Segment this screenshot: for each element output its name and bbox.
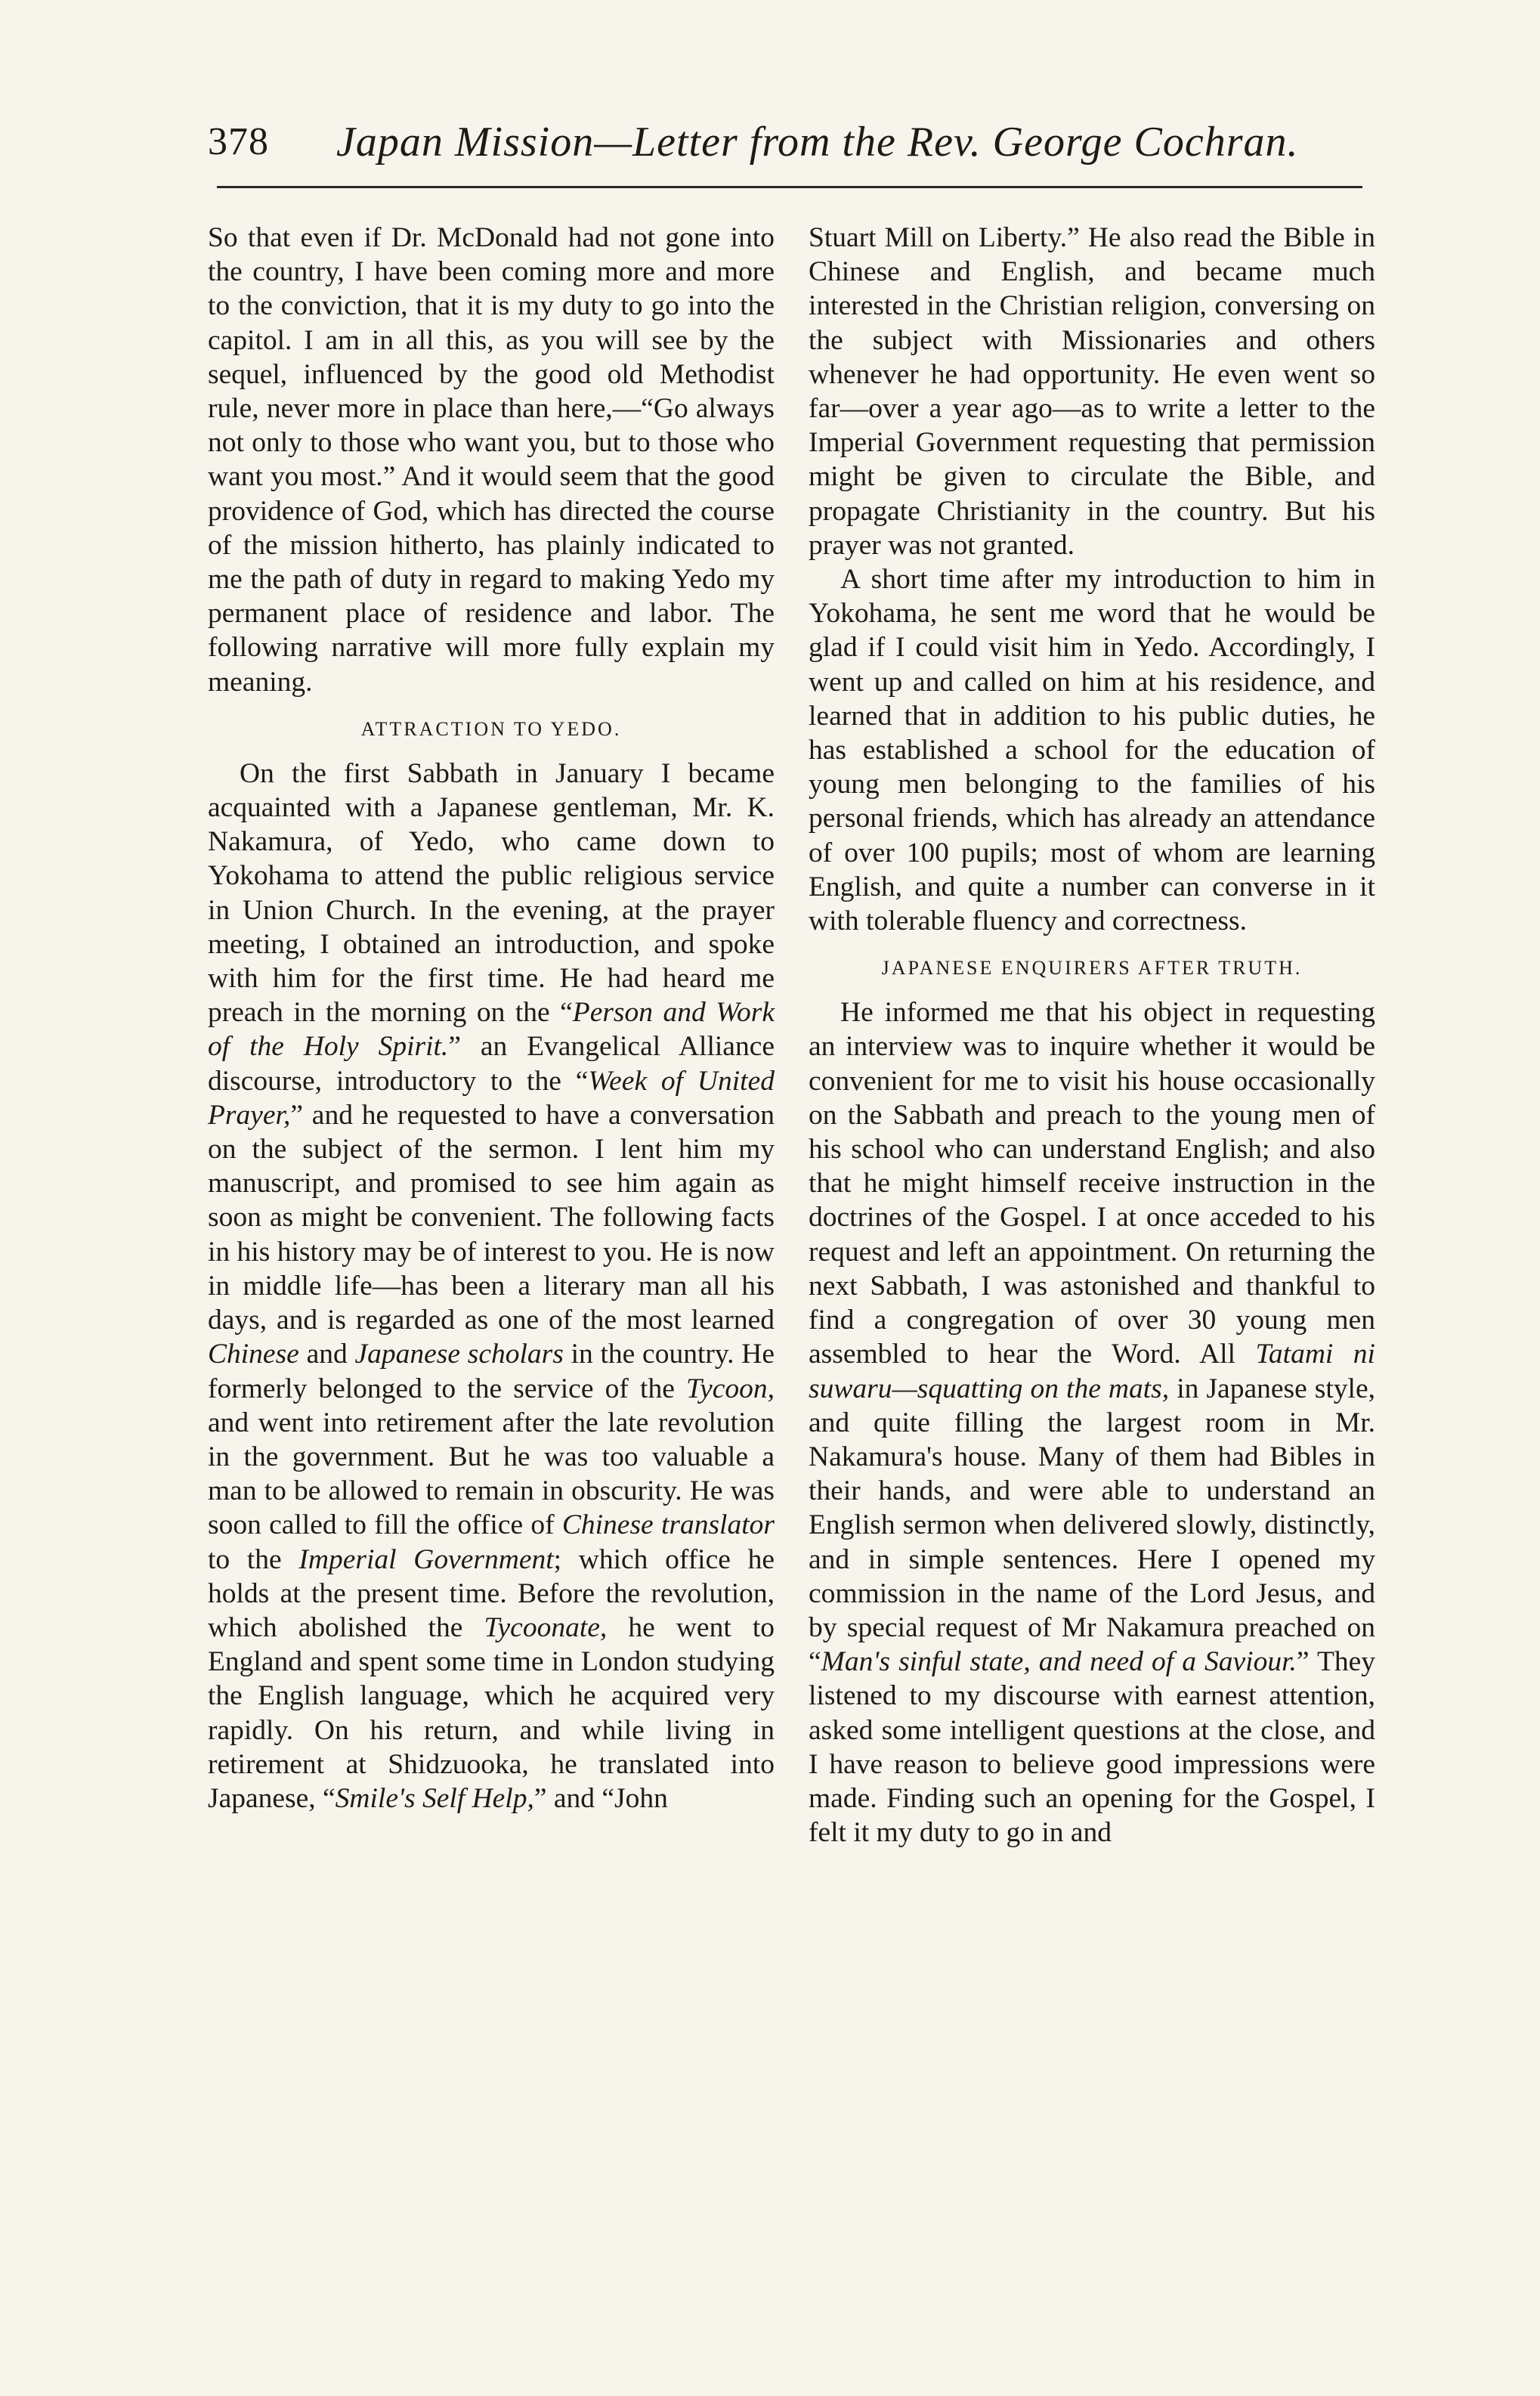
text-run: to the xyxy=(208,1543,299,1575)
text-run: ” an Evangelical Alliance discourse, introductory to the “ xyxy=(208,1031,775,1097)
text-run: On the first Sabbath in January I became acquainted with a Japanese gentleman, Mr. K. Nakamura, of Yedo, who came down to Yokohama to attend the public religious service in Union Church. In the evening, at the prayer meeting, I obtained an introduction, and spoke with him for the first time. He had heard me preach in the morning on the “ xyxy=(208,757,775,1029)
text-run: in Japanese style, and quite filling the largest room in Mr. Nakamura's house. Many of them had Bibles in their hands, and were able to understand an English sermon when delivered slowly, distinctly, and in simple sentences. Here I opened my commission in the name of the Lord Jesus, and by special request of Mr Nakamura preached on “ xyxy=(809,1373,1375,1678)
italic-run: Imperial Government xyxy=(298,1543,554,1575)
paragraph xyxy=(809,995,1375,1850)
italic-run: Chinese xyxy=(208,1339,299,1370)
running-title: Japan Mission—Letter from the Rev. George Cochran. xyxy=(336,119,1299,166)
section-heading: ATTRACTION TO YEDO. xyxy=(360,717,622,740)
italic-run: Chinese translator xyxy=(561,1509,775,1541)
header-rule xyxy=(217,186,1362,188)
text-run: and went into retirement after the late revolution in the government. But he was too valuable a man to be allowed to remain in obscurity. He was soon called to fill the office of xyxy=(208,1407,775,1541)
text-run: he went to England and spent some time in London studying the English language, which he acquired very rapidly. On his return, and while living in retirement at Shidzuooka, he translated into Japanese, “ xyxy=(208,1611,775,1814)
paragraph xyxy=(208,757,775,1816)
italic-run: Smile's Self Help, xyxy=(335,1782,534,1814)
text-run: ” and he requested to have a conversation on the subject of the sermon. I lent him my manuscript, and promised to see him again as soon as might be convenient. The following facts in his history may be of interest to you. He is now in middle life—has been a literary man all his days, and is regarded as one of the most learned xyxy=(208,1099,775,1336)
italic-run: Week of United Prayer, xyxy=(208,1065,775,1131)
italic-run: Man's sinful state, and need of a Saviour. xyxy=(821,1646,1297,1678)
paragraph: Stuart Mill on Liberty.” He also read the Bible in Chinese and English, and became much interested in the Christian religion, conversing on the subject with Missionaries and others whenever he had opportunity. He even went so far—over a year ago—as to write a letter to the Imperial Government requesting that permission might be given to circulate the Bible, and propagate Christianity in the country. But his prayer was not granted. xyxy=(809,222,1375,561)
page-header xyxy=(0,112,1540,172)
page-number: 378 xyxy=(208,120,269,163)
text-run: ; which office he holds at the present time. Before the revolution, which abolished the xyxy=(208,1543,775,1643)
section-heading: JAPANESE ENQUIRERS AFTER TRUTH. xyxy=(881,957,1303,980)
paragraph: A short time after my introduction to him in Yokohama, he sent me word that he would be glad if I could visit him in Yedo. Accordingly, I went up and called on him at his residence, and learned that in addition to his public duties, he has established a school for the education of young men belonging to the families of his personal friends, which has already an attendance of over 100 pupils; most of whom are learning English, and quite a number can converse in it with tolerable fluency and correctness. xyxy=(809,564,1375,937)
paragraph: So that even if Dr. McDonald had not gone into the country, I have been coming more and more to the conviction, that it is my duty to go into the capitol. I am in all this, as you will see by the sequel, influenced by the good old Methodist rule, never more in place than here,—“Go always not only to those who want you, but to those who want you most.” And it would seem that the good providence of God, which has directed the course of the mission hitherto, has plainly indicated to me the path of duty in regard to making Yedo my permanent place of residence and labor. The following narrative will more fully explain my meaning. xyxy=(208,222,775,698)
right-column xyxy=(809,221,1375,1850)
italic-run: Person and Work of the Holy Spirit. xyxy=(208,997,775,1063)
italic-run: Tycoon, xyxy=(686,1373,775,1404)
text-run: ” They listened to my discourse with earnest attention, asked some intelligent questions at the close, and I have reason to believe good impressions were made. Finding such an opening for the Gospel, I felt it my duty to go in and xyxy=(809,1646,1375,1849)
left-column xyxy=(208,221,775,1816)
text-run: He informed me that his object in requesting an interview was to inquire whether it would be convenient for me to visit his house occasionally on the Sabbath and preach to the young men of his school who can understand English; and also that he might himself receive instruction in the doctrines of the Gospel. I at once acceded to his request and left an appointment. On returning the next Sabbath, I was astonished and thankful to find a congregation of over 30 young men assembled to hear the Word. All xyxy=(809,997,1375,1370)
italic-run: Japanese scholars xyxy=(354,1339,564,1370)
text-run: and xyxy=(298,1339,355,1370)
italic-run: Tycoonate, xyxy=(484,1611,608,1643)
text-run: in the country. He formerly belonged to the service of the xyxy=(208,1339,775,1404)
text-run: ” and “John xyxy=(533,1782,668,1814)
italic-run: Tatami ni suwaru—squatting on the mats, xyxy=(809,1339,1375,1404)
